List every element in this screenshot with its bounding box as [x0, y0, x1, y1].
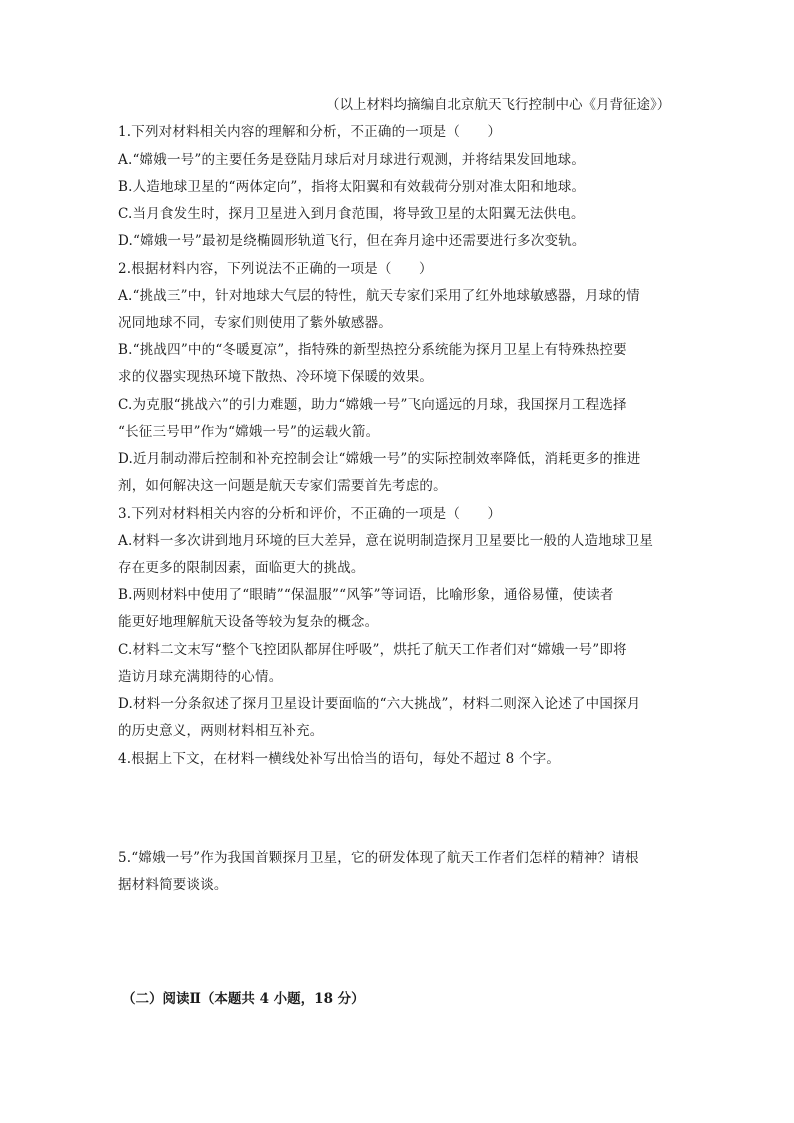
source-note: （以上材料均摘编自北京航天飞行控制中心《月背征途》）: [326, 97, 671, 113]
q1-option-c: C.当月食发生时，探月卫星进入到月食范围，将导致卫星的太阳翼无法供电。: [118, 206, 585, 222]
q2-option-d-line2: 剂，如何解决这一问题是航天专家们需要首先考虑的。: [118, 478, 447, 494]
q3-option-b-line2: 能更好地理解航天设备等较为复杂的概念。: [118, 614, 379, 630]
q5-line2: 据材料简要谈谈。: [118, 877, 228, 893]
q3-option-a-line1: A.材料一多次讲到地月环境的巨大差异，意在说明制造探月卫星要比一般的人造地球卫星: [118, 533, 654, 549]
q3-option-d-line1: D.材料一分条叙述了探月卫星设计要面临的“六大挑战”，材料二则深入论述了中国探月: [118, 696, 641, 712]
q2-option-b-line1: B.“挑战四”中的“冬暖夏凉”，指特殊的新型热控分系统能为探月卫星上有特殊热控要: [118, 342, 627, 358]
q2-option-a-line2: 况同地球不同，专家们则使用了紫外敏感器。: [118, 315, 392, 331]
q4-stem: 4.根据上下文，在材料一横线处补写出恰当的语句，每处不超过 8 个字。: [118, 751, 561, 767]
q2-option-a-line1: A.“挑战三”中，针对地球大气层的特性，航天专家们采用了红外地球敏感器，月球的情: [118, 288, 640, 304]
q3-option-c-line1: C.材料二文末写“整个飞控团队都屏住呼吸”，烘托了航天工作者们对“嫦娥一号”即将: [118, 642, 627, 658]
q2-option-c-line1: C.为克服“挑战六”的引力难题，助力“嫦娥一号”飞向遥远的月球，我国探月工程选择: [118, 397, 627, 413]
q1-option-b: B.人造地球卫星的“两体定向”，指将太阳翼和有效载荷分别对准太阳和地球。: [118, 179, 586, 195]
q2-option-c-line2: “长征三号甲”作为“嫦娥一号”的运载火箭。: [118, 424, 380, 440]
q3-option-a-line2: 存在更多的限制因素，面临更大的挑战。: [118, 560, 365, 576]
q3-stem: 3.下列对材料相关内容的分析和评价，不正确的一项是（ ）: [118, 506, 502, 522]
q3-option-d-line2: 的历史意义，两则材料相互补充。: [118, 723, 324, 739]
q2-option-d-line1: D.近月制动滞后控制和补充控制会让“嫦娥一号”的实际控制效率降低，消耗更多的推进: [118, 451, 641, 467]
q1-option-a: A.“嫦娥一号”的主要任务是登陆月球后对月球进行观测，并将结果发回地球。: [118, 152, 586, 168]
q5-line1: 5.“嫦娥一号”作为我国首颗探月卫星，它的研发体现了航天工作者们怎样的精神？请根: [118, 850, 639, 866]
q1-option-d: D.“嫦娥一号”最初是绕椭圆形轨道飞行，但在奔月途中还需要进行多次变轨。: [118, 233, 586, 249]
section-heading: （二）阅读Ⅱ（本题共 4 小题，18 分）: [122, 991, 365, 1007]
q3-option-b-line1: B.两则材料中使用了“眼睛”“保温服”“风筝”等词语，比喻形象，通俗易懂，使读者: [118, 587, 614, 603]
q2-option-b-line2: 求的仪器实现热环境下散热、冷环境下保暖的效果。: [118, 369, 434, 385]
q1-stem: 1.下列对材料相关内容的理解和分析，不正确的一项是（ ）: [118, 124, 502, 140]
q2-stem: 2.根据材料内容，下列说法不正确的一项是（ ）: [118, 261, 433, 277]
q3-option-c-line2: 造访月球充满期待的心情。: [118, 669, 283, 685]
